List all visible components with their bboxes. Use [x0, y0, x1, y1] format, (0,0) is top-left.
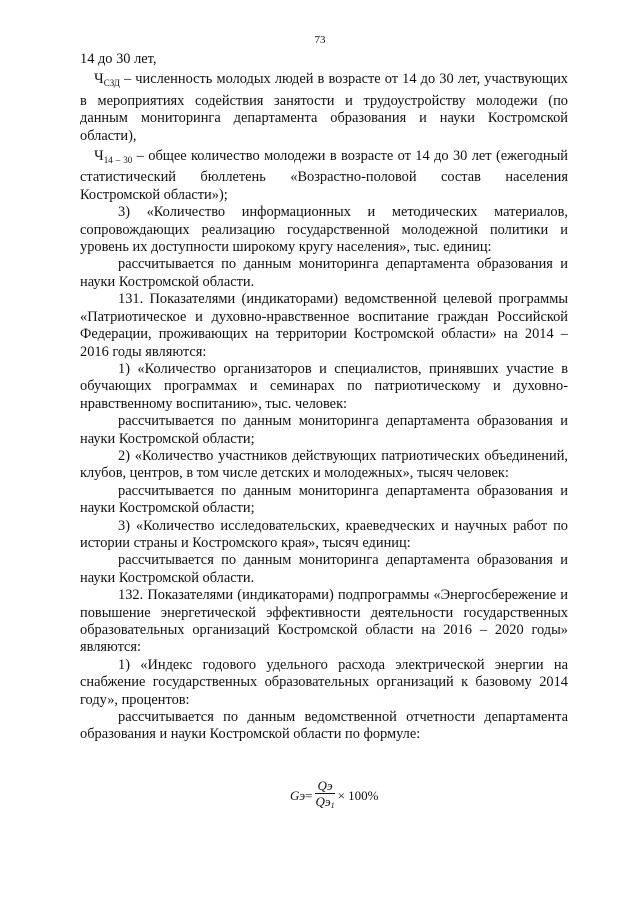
- paragraph-calc-note-3: рассчитывается по данным мониторинга департамента образования и науки Костромской области;: [80, 482, 568, 517]
- formula-lhs: Gэ: [290, 787, 306, 803]
- paragraph-item-1-energy-index: 1) «Индекс годового удельного расхода электрической энергии на снабжение государственных образовательных организаций к базовому 2014 году», процентов:: [80, 656, 568, 708]
- symbol-ch-szd: $Ч_{СЗД}$: [94, 71, 120, 89]
- paragraph-calc-note-4: рассчитывается по данным мониторинга департамента образования и науки Костромской области.: [80, 552, 568, 586]
- definition-ch-14-30: [80, 148, 568, 204]
- symbol-ch-14-30: $Ч_{14 - 30}$: [94, 148, 133, 166]
- formula-multiplier: × 100%: [337, 787, 379, 803]
- definition-ch-szd-text: – численность молодых людей в возрасте от 14 до 30 лет, участвующих в мероприятиях содействия занятости и трудоустройству молодежи (по данным мониторинга департамента образования и науки Костромской области),: [80, 71, 568, 144]
- paragraph-item-3-materials: 3) «Количество информационных и методических материалов, сопровождающих реализацию государственной молодежной политики и уровень их доступности широкому кругу населения», тыс. единиц:: [80, 204, 568, 256]
- page-number: 73: [314, 34, 326, 46]
- formula-fraction: [315, 778, 334, 813]
- formula-denominator: Qэ1: [315, 794, 335, 810]
- paragraph-section-131: 131. Показателями (индикаторами) ведомственной целевой программы «Патриотическое и духовно-нравственное воспитание граждан Российской Федерации, проживающих на территории Костромской области» на 2014 – 2016 годы являются:: [80, 291, 568, 360]
- document-body: [80, 51, 568, 744]
- paragraph-age-range: 14 до 30 лет,: [80, 51, 157, 67]
- paragraph-item-3-research: 3) «Количество исследовательских, краеведческих и научных работ по истории страны и Костромского края», тысяч единиц:: [80, 517, 568, 551]
- paragraph-calc-note-1: рассчитывается по данным мониторинга департамента образования и науки Костромской области.: [80, 256, 568, 290]
- definition-ch-14-30-text: – общее количество молодежи в возрасте от 14 до 30 лет (ежегодный статистический бюллетень «Возрастно-половой состав населения Костромской области»);: [80, 148, 568, 203]
- paragraph-calc-note-formula: рассчитывается по данным ведомственной отчетности департамента образования и науки Костромской области по формуле:: [80, 709, 568, 743]
- paragraph-item-1-organizers: 1) «Количество организаторов и специалистов, принявших участие в обучающих программах и семинарах по патриотическому и духовно-нравственному воспитанию», тыс. человек:: [80, 360, 568, 412]
- definition-ch-szd: [80, 71, 568, 145]
- formula-equals: =: [305, 787, 313, 803]
- paragraph-section-132: 132. Показателями (индикаторами) подпрограммы «Энергосбережение и повышение энергетической эффективности деятельности государственных образовательных организаций Костромской области на 2016 – 2020 годы» являются:: [80, 587, 568, 656]
- energy-index-formula: [290, 778, 379, 813]
- paragraph-item-2-participants: 2) «Количество участников действующих патриотических объединений, клубов, центров, в том числе детских и молодежных», тысяч человек:: [80, 447, 568, 482]
- paragraph-calc-note-2: рассчитывается по данным мониторинга департамента образования и науки Костромской области;: [80, 413, 568, 447]
- formula-numerator: Qэ: [317, 778, 333, 793]
